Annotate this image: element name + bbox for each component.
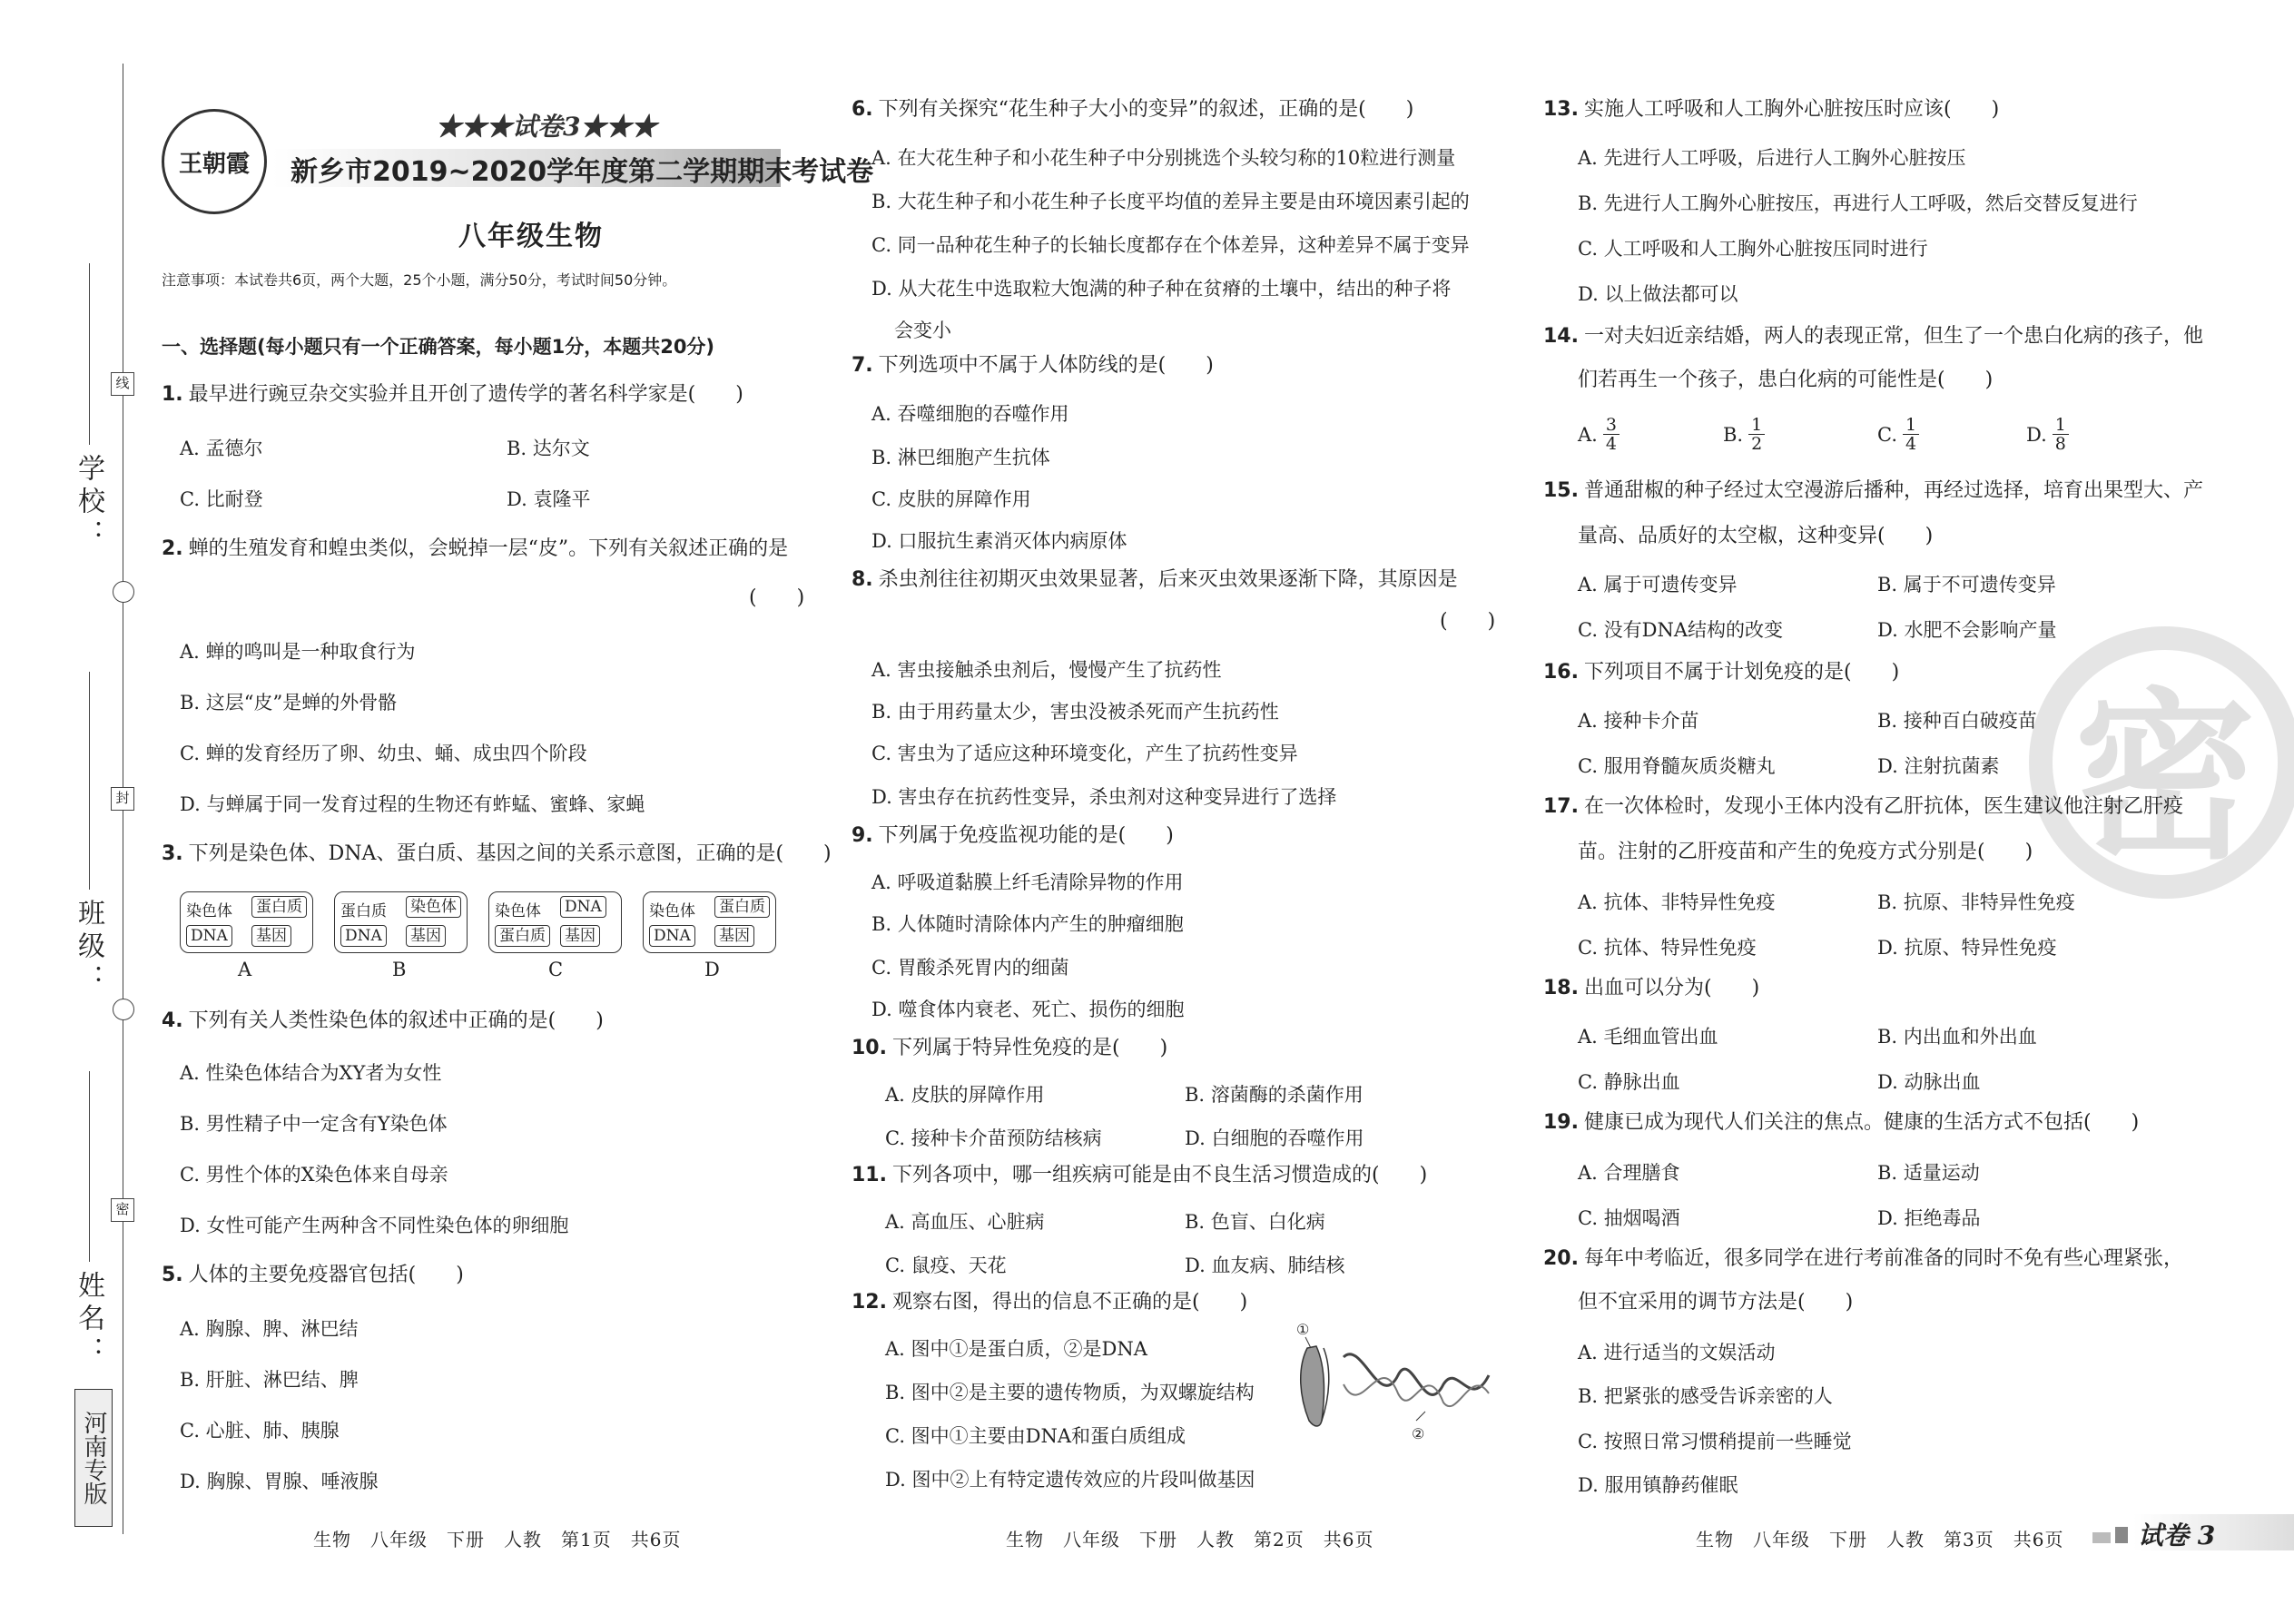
option-d[interactable]: D. 与蝉属于同一发育过程的生物还有蚱蜢、蜜蜂、家蝇 bbox=[180, 793, 645, 815]
option-c[interactable]: C. 按照日常习惯稍提前一些睡觉 bbox=[1578, 1431, 1852, 1452]
question-17-line2: 苗。注射的乙肝疫苗和产生的免疫方式分别是( ) bbox=[1578, 841, 2033, 863]
question-7: 7. 下列选项中不属于人体防线的是( ) bbox=[852, 354, 1214, 377]
option-d[interactable]: D. 袁隆平 bbox=[507, 488, 591, 510]
option-c[interactable]: C. 抗体、特异性免疫 bbox=[1578, 937, 1757, 959]
footer-page-2: 生物 八年级 下册 人教 第2页 共6页 bbox=[1006, 1529, 1374, 1550]
diagram-box: DNA bbox=[186, 925, 232, 947]
option-d[interactable]: D. 从大花生中选取粒大饱满的种子种在贫瘠的土壤中，结出的种子将 bbox=[871, 278, 1452, 300]
option-d[interactable]: D. 白细胞的吞噬作用 bbox=[1185, 1127, 1364, 1149]
option-a[interactable]: A. 图中①是蛋白质，②是DNA bbox=[885, 1338, 1147, 1360]
hole-icon bbox=[113, 999, 134, 1020]
option-d[interactable]: D. 图中②上有特定遗传效应的片段叫做基因 bbox=[885, 1469, 1255, 1491]
diagram-c[interactable] bbox=[488, 891, 622, 953]
option-d[interactable]: D. 抗原、特异性免疫 bbox=[1877, 937, 2057, 959]
diagram-box: 蛋白质 bbox=[251, 896, 307, 918]
option-a[interactable]: A. 高血压、心脏病 bbox=[885, 1211, 1045, 1233]
option-a[interactable]: A. 呼吸道黏膜上纤毛清除异物的作用 bbox=[871, 871, 1184, 893]
question-11: 11. 下列各项中，哪一组疾病可能是由不良生活习惯造成的( ) bbox=[852, 1164, 1428, 1186]
marker-1: ① bbox=[1296, 1321, 1310, 1338]
option-c[interactable]: C. 人工呼吸和人工胸外心脏按压同时进行 bbox=[1578, 238, 1928, 260]
option-a[interactable]: A. 性染色体结合为XY者为女性 bbox=[180, 1062, 442, 1084]
question-4: 4. 下列有关人类性染色体的叙述中正确的是( ) bbox=[162, 1009, 604, 1032]
option-d[interactable]: D. 口服抗生素消灭体内病原体 bbox=[871, 530, 1127, 552]
question-1: 1. 最早进行豌豆杂交实验并且开创了遗传学的著名科学家是( ) bbox=[162, 383, 743, 406]
option-a[interactable]: A. 进行适当的文娱活动 bbox=[1578, 1342, 1776, 1363]
question-15-line2: 量高、品质好的太空椒，这种变异( ) bbox=[1578, 525, 1934, 547]
seal-marker: 封 bbox=[111, 787, 134, 811]
diagram-label: D bbox=[704, 959, 720, 980]
question-20-line2: 但不宜采用的调节方法是( ) bbox=[1578, 1291, 1854, 1314]
option-b[interactable]: B. 这层“皮”是蝉的外骨骼 bbox=[180, 692, 398, 714]
question-5: 5. 人体的主要免疫器官包括( ) bbox=[162, 1264, 464, 1286]
name-label: 姓名： bbox=[73, 1271, 104, 1369]
decor-block bbox=[2092, 1532, 2111, 1543]
answer-paren: ( ) bbox=[1440, 610, 1496, 633]
option-c[interactable]: C. 胃酸杀死胃内的细菌 bbox=[871, 957, 1069, 979]
option-d-continued: 会变小 bbox=[894, 320, 951, 341]
option-b[interactable]: B. 大花生种子和小花生种子长度平均值的差异主要是由环境因素引起的 bbox=[871, 191, 1470, 212]
option-d[interactable]: D. 注射抗菌素 bbox=[1877, 755, 2000, 777]
option-c[interactable]: C. 同一品种花生种子的长轴长度都存在个体差异，这种差异不属于变异 bbox=[871, 234, 1470, 256]
option-a[interactable]: A. 孟德尔 bbox=[180, 438, 263, 459]
confidential-stamp: 密 bbox=[2029, 626, 2294, 899]
line-marker: 线 bbox=[111, 372, 134, 396]
footer-page-1: 生物 八年级 下册 人教 第1页 共6页 bbox=[313, 1529, 682, 1550]
option-c[interactable]: C. $\frac{1}{4}$ bbox=[1877, 416, 1919, 453]
diagram-box: DNA bbox=[649, 925, 695, 947]
option-b[interactable]: B. 由于用药量太少，害虫没被杀死而产生抗药性 bbox=[871, 701, 1279, 723]
option-c[interactable]: C. 服用脊髓灰质炎糖丸 bbox=[1578, 755, 1776, 777]
question-16: 16. 下列项目不属于计划免疫的是( ) bbox=[1543, 661, 1900, 684]
option-b[interactable]: B. 人体随时清除体内产生的肿瘤细胞 bbox=[871, 913, 1184, 935]
class-underline bbox=[89, 672, 90, 890]
brand-name: 王朝霞 bbox=[178, 150, 250, 178]
option-c[interactable]: C. 男性个体的X染色体来自母亲 bbox=[180, 1164, 448, 1186]
diagram-label: B bbox=[392, 959, 407, 980]
option-a[interactable]: A. 先进行人工呼吸，后进行人工胸外心脏按压 bbox=[1578, 147, 1966, 169]
option-c[interactable]: C. 接种卡介苗预防结核病 bbox=[885, 1127, 1102, 1149]
diagram-box: 基因 bbox=[560, 925, 600, 947]
class-label: 班级： bbox=[73, 899, 104, 997]
footer-page-3: 生物 八年级 下册 人教 第3页 共6页 bbox=[1696, 1529, 2064, 1550]
question-8: 8. 杀虫剂往往初期灭虫效果显著，后来灭虫效果逐渐下降，其原因是 bbox=[852, 568, 1458, 591]
option-b[interactable]: B. 男性精子中一定含有Y染色体 bbox=[180, 1113, 448, 1135]
diagram-box: 蛋白质 bbox=[495, 925, 550, 947]
option-b[interactable]: B. 色盲、白化病 bbox=[1185, 1211, 1325, 1233]
option-c[interactable]: C. 心脏、肺、胰腺 bbox=[180, 1420, 340, 1442]
diagram-box: 蛋白质 bbox=[714, 896, 770, 918]
option-a[interactable]: A. 胸腺、脾、淋巴结 bbox=[180, 1318, 359, 1340]
diagram-d[interactable] bbox=[643, 891, 776, 953]
option-a[interactable]: A. $\frac{3}{4}$ bbox=[1578, 416, 1620, 453]
option-b[interactable]: B. 溶菌酶的杀菌作用 bbox=[1185, 1084, 1364, 1106]
option-d[interactable]: D. 胸腺、胃腺、唾液腺 bbox=[180, 1471, 379, 1492]
option-d[interactable]: D. 拒绝毒品 bbox=[1877, 1207, 1981, 1229]
option-b[interactable]: B. 把紧张的感受告诉亲密的人 bbox=[1578, 1385, 1833, 1407]
footer-tag: 试卷 3 bbox=[2138, 1521, 2216, 1550]
option-c[interactable]: C. 皮肤的屏障作用 bbox=[871, 488, 1031, 510]
question-9: 9. 下列属于免疫监视功能的是( ) bbox=[852, 824, 1174, 847]
option-d[interactable]: D. $\frac{1}{8}$ bbox=[2026, 416, 2069, 453]
option-a[interactable]: A. 属于可遗传变异 bbox=[1578, 574, 1738, 595]
option-c[interactable]: C. 图中①主要由DNA和蛋白质组成 bbox=[885, 1425, 1186, 1447]
diagram-a[interactable] bbox=[180, 891, 313, 953]
option-b[interactable]: B. 内出血和外出血 bbox=[1877, 1026, 2037, 1048]
option-a[interactable]: A. 接种卡介苗 bbox=[1578, 710, 1699, 732]
question-15: 15. 普通甜椒的种子经过太空漫游后播种，再经过选择，培育出果型大、产 bbox=[1543, 479, 2203, 502]
option-a[interactable]: A. 害虫接触杀虫剂后，慢慢产生了抗药性 bbox=[871, 659, 1222, 681]
option-a[interactable]: A. 蝉的鸣叫是一种取食行为 bbox=[180, 641, 416, 663]
question-18: 18. 出血可以分为( ) bbox=[1543, 977, 1760, 999]
brand-logo bbox=[162, 109, 267, 214]
option-d[interactable]: D. 血友病、肺结核 bbox=[1185, 1255, 1345, 1276]
school-label: 学校： bbox=[73, 454, 104, 552]
section-heading: 一、选择题(每小题只有一个正确答案，每小题1分，本题共20分) bbox=[162, 336, 715, 358]
subject-title: 八年级生物 bbox=[458, 221, 604, 252]
option-c[interactable]: C. 害虫为了适应这种环境变化，产生了抗药性变异 bbox=[871, 743, 1298, 764]
option-b[interactable]: B. 接种百白破疫苗 bbox=[1877, 710, 2037, 732]
diagram-box: 基因 bbox=[251, 925, 291, 947]
chromosome-dna-figure bbox=[1289, 1321, 1507, 1448]
option-d[interactable]: D. 以上做法都可以 bbox=[1578, 283, 1738, 305]
option-a[interactable]: A. 皮肤的屏障作用 bbox=[885, 1084, 1045, 1106]
school-underline bbox=[89, 263, 90, 445]
option-b[interactable]: B. 先进行人工胸外心脏按压，再进行人工呼吸，然后交替反复进行 bbox=[1578, 192, 2138, 214]
option-d[interactable]: D. 服用镇静药催眠 bbox=[1578, 1474, 1738, 1496]
option-a[interactable]: A. 吞噬细胞的吞噬作用 bbox=[871, 403, 1069, 425]
notice: 注意事项：本试卷共6页，两个大题，25个小题，满分50分，考试时间50分钟。 bbox=[162, 271, 677, 289]
diagram-box: DNA bbox=[560, 896, 606, 918]
option-a[interactable]: A. 合理膳食 bbox=[1578, 1162, 1680, 1184]
option-c[interactable]: C. 没有DNA结构的改变 bbox=[1578, 619, 1784, 641]
marker-2: ② bbox=[1412, 1425, 1425, 1442]
diagram-b[interactable] bbox=[334, 891, 468, 953]
option-b[interactable]: B. 图中②是主要的遗传物质，为双螺旋结构 bbox=[885, 1382, 1255, 1403]
option-c[interactable]: C. 鼠疫、天花 bbox=[885, 1255, 1007, 1276]
question-14: 14. 一对夫妇近亲结婚，两人的表现正常，但生了一个患白化病的孩子，他 bbox=[1543, 325, 2203, 348]
diagram-box: 染色体 bbox=[406, 896, 461, 918]
option-d[interactable]: D. 水肥不会影响产量 bbox=[1877, 619, 2057, 641]
option-c[interactable]: C. 抽烟喝酒 bbox=[1578, 1207, 1680, 1229]
question-13: 13. 实施人工呼吸和人工胸外心脏按压时应该( ) bbox=[1543, 98, 2000, 121]
question-14-line2: 们若再生一个孩子，患白化病的可能性是( ) bbox=[1578, 369, 1994, 391]
option-b[interactable]: B. 肝脏、淋巴结、脾 bbox=[180, 1369, 359, 1391]
diagram-label: A bbox=[238, 959, 252, 980]
diagram-box: 基因 bbox=[714, 925, 754, 947]
option-b[interactable]: B. 抗原、非特异性免疫 bbox=[1877, 891, 2075, 913]
answer-paren: ( ) bbox=[749, 586, 805, 609]
option-b[interactable]: B. 适量运动 bbox=[1877, 1162, 1980, 1184]
hole-icon bbox=[113, 581, 134, 603]
decor-block bbox=[2115, 1527, 2128, 1543]
diagram-box: DNA bbox=[340, 925, 387, 947]
option-c[interactable]: C. 比耐登 bbox=[180, 488, 263, 510]
edition-box: 河南专版 bbox=[74, 1389, 113, 1527]
option-d[interactable]: D. 女性可能产生两种含不同性染色体的卵细胞 bbox=[180, 1215, 569, 1236]
diagram-text: 染色体 bbox=[495, 902, 541, 920]
secret-marker: 密 bbox=[111, 1198, 134, 1222]
exam-title: 新乡市2019~2020学年度第二学期期末考试卷 bbox=[290, 156, 874, 188]
diagram-box: 基因 bbox=[406, 925, 446, 947]
question-6: 6. 下列有关探究“花生种子大小的变异”的叙述，正确的是( ) bbox=[852, 98, 1414, 121]
option-c[interactable]: C. 静脉出血 bbox=[1578, 1071, 1680, 1093]
option-b[interactable]: B. $\frac{1}{2}$ bbox=[1723, 416, 1765, 453]
option-a[interactable]: A. 毛细血管出血 bbox=[1578, 1026, 1718, 1048]
name-underline bbox=[89, 1071, 90, 1262]
question-20: 20. 每年中考临近，很多同学在进行考前准备的同时不免有些心理紧张， bbox=[1543, 1247, 2183, 1270]
option-a[interactable]: A. 抗体、非特异性免疫 bbox=[1578, 891, 1776, 913]
series-title: ★★★试卷3★★★ bbox=[436, 112, 657, 142]
option-b[interactable]: B. 淋巴细胞产生抗体 bbox=[871, 447, 1050, 468]
question-19: 19. 健康已成为现代人们关注的焦点。健康的生活方式不包括( ) bbox=[1543, 1111, 2140, 1134]
option-d[interactable]: D. 动脉出血 bbox=[1877, 1071, 1981, 1093]
option-d[interactable]: D. 噬食体内衰老、死亡、损伤的细胞 bbox=[871, 999, 1185, 1020]
option-b[interactable]: B. 达尔文 bbox=[507, 438, 590, 459]
diagram-text: 染色体 bbox=[649, 902, 695, 920]
question-2: 2. 蝉的生殖发育和蝗虫类似，会蜕掉一层“皮”。下列有关叙述正确的是 bbox=[162, 537, 789, 560]
option-c[interactable]: C. 蝉的发育经历了卵、幼虫、蛹、成虫四个阶段 bbox=[180, 743, 587, 764]
diagram-text: 蛋白质 bbox=[340, 902, 387, 920]
question-10: 10. 下列属于特异性免疫的是( ) bbox=[852, 1037, 1168, 1059]
question-12: 12. 观察右图，得出的信息不正确的是( ) bbox=[852, 1291, 1248, 1314]
diagram-label: C bbox=[548, 959, 564, 980]
option-d[interactable]: D. 害虫存在抗药性变异，杀虫剂对这种变异进行了选择 bbox=[871, 786, 1337, 808]
option-a[interactable]: A. 在大花生种子和小花生种子中分别挑选个头较匀称的10粒进行测量 bbox=[871, 147, 1456, 169]
option-b[interactable]: B. 属于不可遗传变异 bbox=[1877, 574, 2056, 595]
question-3: 3. 下列是染色体、DNA、蛋白质、基因之间的关系示意图，正确的是( ) bbox=[162, 842, 832, 865]
diagram-text: 染色体 bbox=[186, 902, 232, 920]
question-17: 17. 在一次体检时，发现小王体内没有乙肝抗体，医生建议他注射乙肝疫 bbox=[1543, 795, 2183, 818]
